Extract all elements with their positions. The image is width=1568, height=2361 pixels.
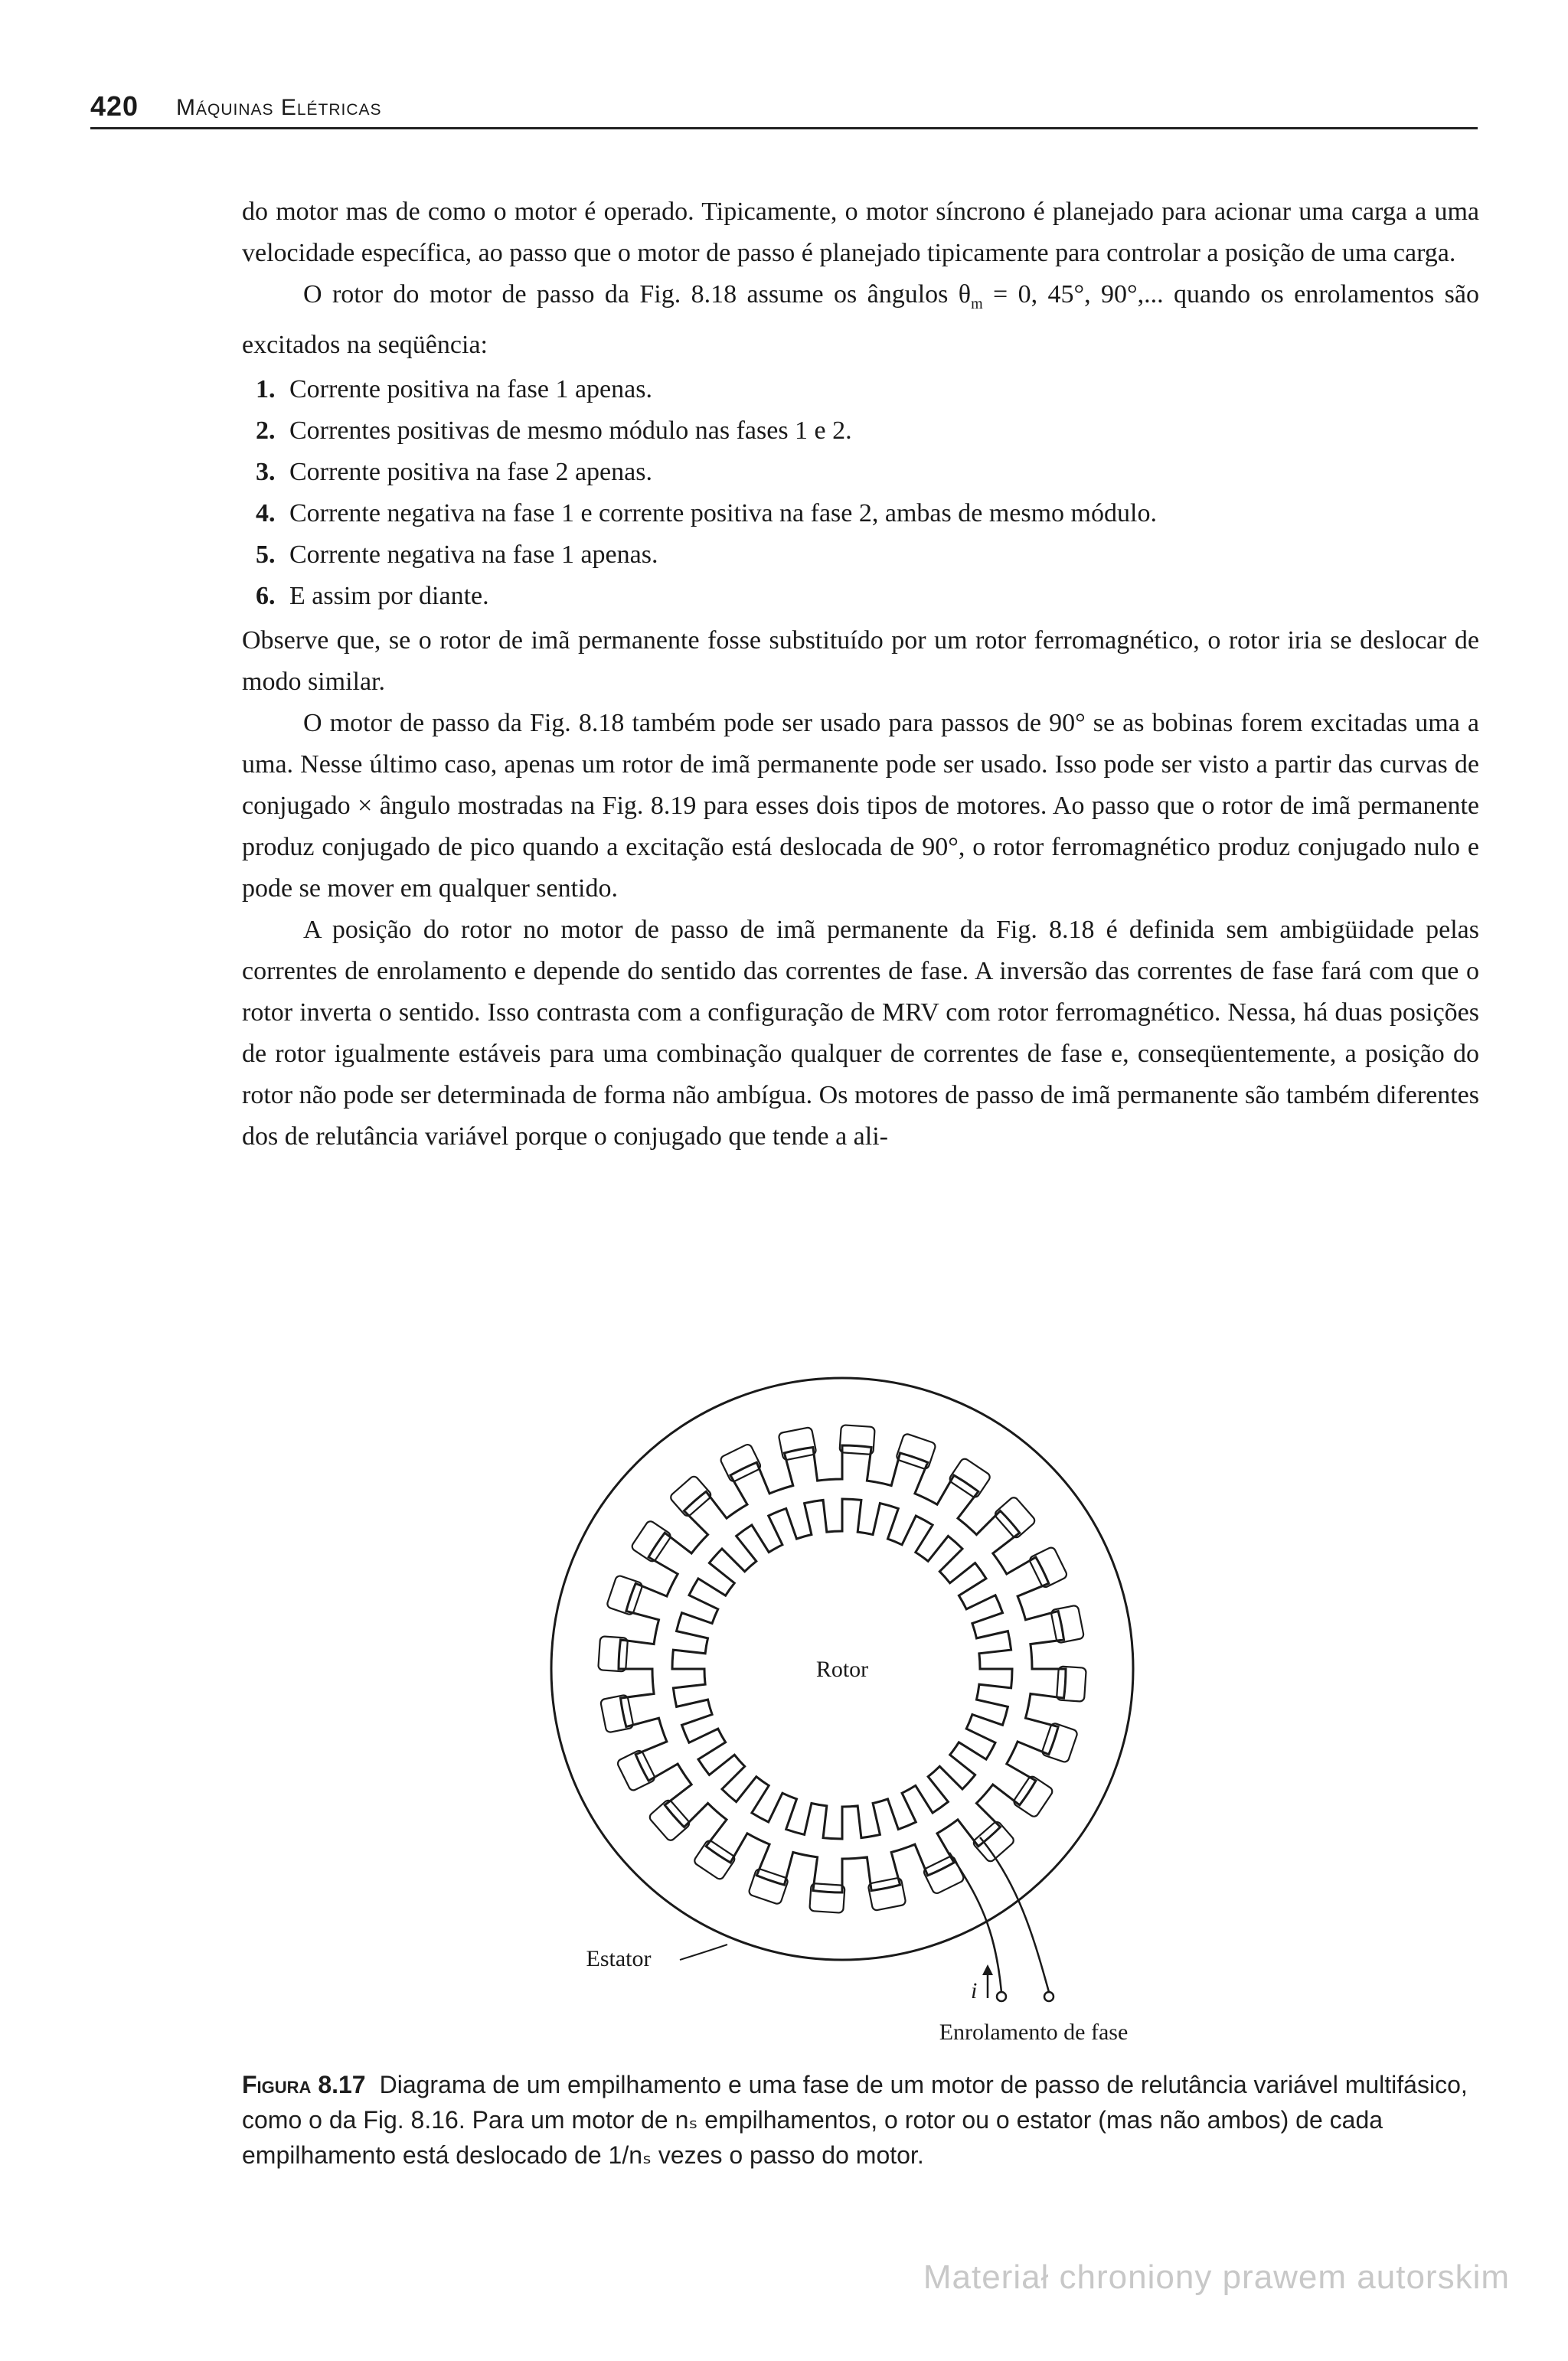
stepper-motor-diagram [521, 1347, 1256, 2052]
body-text [242, 191, 1479, 1158]
list-item-number: 5. [256, 540, 276, 569]
winding-label: Enrolamento de fase [939, 2020, 1129, 2045]
list-item-text: Corrente positiva na fase 2 apenas. [289, 457, 652, 486]
coil-loop [748, 1868, 789, 1905]
running-title: Máquinas Elétricas [176, 95, 382, 120]
coil-loop [994, 1496, 1037, 1540]
terminal-1 [997, 1992, 1006, 2001]
coil-loop [630, 1520, 671, 1563]
stepper-motor-figure [521, 1347, 1256, 2052]
list-item-text: Corrente negativa na fase 1 e corrente positiva na fase 2, ambas de mesmo módulo. [289, 498, 1157, 527]
sequence-list [256, 369, 1479, 617]
stator-leader-line [680, 1945, 727, 1960]
coil-loop [809, 1883, 844, 1913]
copyright-watermark: Materiał chroniony prawem autorskim [923, 2258, 1510, 2296]
list-item [256, 410, 1479, 452]
terminal-2 [1044, 1992, 1054, 2001]
list-item [256, 534, 1479, 576]
paragraph-2-post: = 0, 45°, 90°,... quando os enrolamentos são excitados na seqüência: [242, 280, 1480, 359]
page-number: 420 [90, 90, 139, 122]
coil-loop [839, 1425, 874, 1455]
list-item-text: Corrente positiva na fase 1 apenas. [289, 374, 652, 403]
figure-number: Figura 8.17 [242, 2071, 366, 2098]
list-item [256, 576, 1479, 617]
coil-loop [598, 1636, 628, 1671]
list-item [256, 452, 1479, 493]
list-item [256, 369, 1479, 410]
list-item-number: 1. [256, 374, 276, 403]
current-arrowhead [982, 1964, 993, 1975]
list-item-text: Corrente negativa na fase 1 apenas. [289, 540, 658, 569]
list-item-text: Correntes positivas de mesmo módulo nas fases 1 e 2. [289, 416, 852, 445]
paragraph-3: Observe que, se o rotor de imã permanente fosse substituído por um rotor ferromagnético, o rotor iria se deslocar de modo similar. [242, 625, 1479, 696]
list-item [256, 493, 1479, 534]
theta-subscript: m [971, 295, 983, 312]
coil-loop [669, 1474, 713, 1517]
list-item-number: 4. [256, 498, 276, 527]
rotor-label: Rotor [815, 1657, 869, 1682]
coil-loop [1012, 1775, 1054, 1818]
coil-loop [648, 1798, 691, 1842]
current-label: i [971, 1978, 978, 2003]
coil-loop [693, 1839, 737, 1880]
list-item-number: 2. [256, 416, 276, 445]
figure-caption [242, 2067, 1479, 2173]
paragraph-2-pre: O rotor do motor de passo da Fig. 8.18 assume os ângulos θ [303, 280, 972, 309]
coil-loop [896, 1433, 936, 1470]
page-header [90, 89, 1478, 129]
coil-loop [1041, 1723, 1078, 1763]
winding-lead-1 [949, 1853, 1001, 1992]
coil-loop [1057, 1666, 1086, 1701]
list-item-number: 6. [256, 581, 276, 610]
list-item-number: 3. [256, 457, 276, 486]
list-item-text: E assim por diante. [289, 581, 489, 610]
coil-loop [948, 1457, 991, 1498]
paragraph-4: O motor de passo da Fig. 8.18 também pode ser usado para passos de 90° se as bobinas forem excitadas uma a uma. Nesse último caso, apenas um rotor de imã permanente pode ser usado. Isso pode ser visto a partir das curvas de conjugado × ângulo mostradas na Fig. 8.19 para esses dois tipos de motores. Ao passo que o rotor de imã permanente produz conjugado de pico quando a excitação está deslocada de 90°, o rotor ferromagnético produz conjugado nulo e pode se mover em qualquer sentido. [242, 708, 1479, 903]
stator-label: Estator [586, 1946, 652, 1971]
coil-loop [606, 1575, 643, 1615]
paragraph-5: A posição do rotor no motor de passo de imã permanente da Fig. 8.18 é definida sem ambigüidade pelas correntes de enrolamento e depende do sentido das correntes de fase. A inversão das correntes de fase fará com que o rotor inverta o sentido. Isso contrasta com a configuração de MRV com rotor ferromagnético. Nessa, há duas posições de rotor igualmente estáveis para uma combinação qualquer de correntes de fase e, conseqüentemente, a posição do rotor não pode ser determinada de forma não ambígua. Os motores de passo de imã permanente são também diferentes dos de relutância variável porque o conjugado que tende a ali- [242, 915, 1479, 1151]
paragraph-2 [242, 274, 1479, 366]
paragraph-1: do motor mas de como o motor é operado. Tipicamente, o motor síncrono é planejado para acionar uma carga a uma velocidade específica, ao passo que o motor de passo é planejado tipicamente para controlar a posição de uma carga. [242, 198, 1479, 267]
caption-text: Diagrama de um empilhamento e uma fase de um motor de passo de relutância variável multifásico, como o da Fig. 8.16. Para um motor de nₛ empilhamentos, o rotor ou o estator (mas não ambos) de cada empilhamento está deslocado de 1/nₛ vezes o passo do motor. [242, 2071, 1468, 2169]
